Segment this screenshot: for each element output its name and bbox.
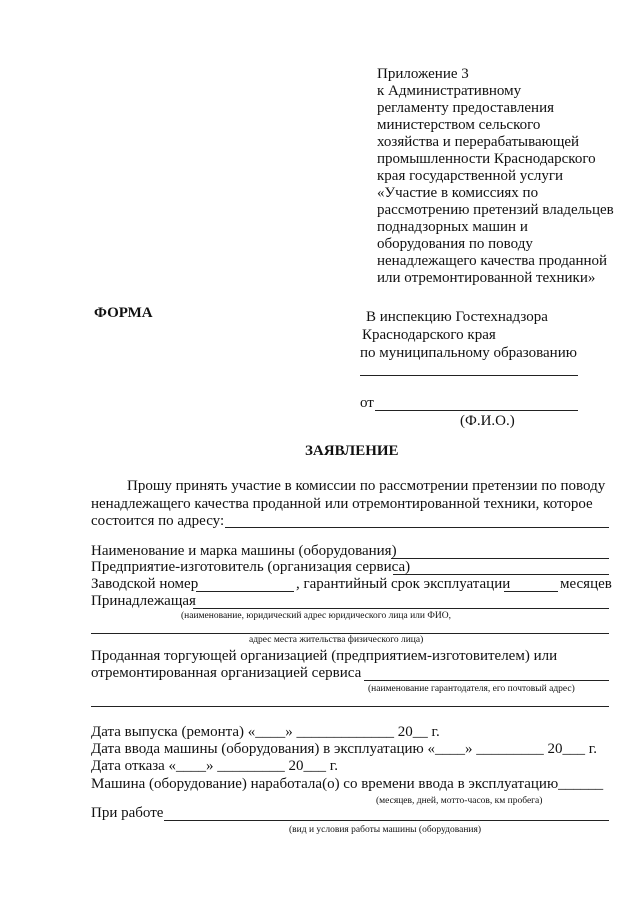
appendix-line: ненадлежащего качества проданной xyxy=(377,253,608,269)
municipality-blank[interactable] xyxy=(360,375,578,376)
at-work-label: При работе xyxy=(91,805,164,821)
appendix-line: министерством сельского xyxy=(377,117,541,133)
appendix-block xyxy=(377,66,614,287)
page-title: ЗАЯВЛЕНИЕ xyxy=(305,443,399,459)
operating-caption: (месяцев, дней, мотто-часов, км пробега) xyxy=(376,796,543,806)
fio-blank[interactable] xyxy=(375,410,578,411)
appendix-line: «Участие в комиссиях по xyxy=(377,185,539,201)
work-caption: (вид и условия работы машины (оборудования) xyxy=(289,825,482,835)
addressee-line-3: по муниципальному образованию xyxy=(360,345,577,361)
appendix-line: промышленности Краснодарского xyxy=(377,151,596,167)
address-blank-2[interactable] xyxy=(91,633,609,634)
belongs-blank[interactable] xyxy=(193,608,609,609)
guarantor-blank-2[interactable] xyxy=(91,706,609,707)
intro-line-3: состоится по адресу: xyxy=(91,513,225,529)
address-blank[interactable] xyxy=(225,527,609,528)
serial-label: Заводской номер xyxy=(91,576,199,592)
appendix-line: поднадзорных машин и xyxy=(377,219,528,235)
belongs-label: Принадлежащая xyxy=(91,593,196,609)
at-work-blank[interactable] xyxy=(164,820,609,821)
warranty-label: , гарантийный срок эксплуатации xyxy=(296,576,511,592)
intro-line-1: Прошу принять участие в комиссии по рассмотрении претензии по поводу xyxy=(127,478,606,494)
months-label: месяцев xyxy=(560,576,612,592)
intro-line-2: ненадлежащего качества проданной или отремонтированной техники, которое xyxy=(91,496,593,512)
appendix-line: Приложение 3 xyxy=(377,66,469,82)
addressee-line-2: Краснодарского края xyxy=(362,327,496,343)
sold-line-2: отремонтированная организацией сервиса xyxy=(91,665,362,681)
commission-date: Дата ввода машины (оборудования) в эксплуатацию «____» _________ 20___ г. xyxy=(91,741,597,757)
manufacturer-blank[interactable] xyxy=(393,574,609,575)
operating-time: Машина (оборудование) наработала(о) со времени ввода в эксплуатацию______ xyxy=(91,776,604,792)
release-date: Дата выпуска (ремонта) «____» _____________ 20__ г. xyxy=(91,724,440,740)
address-caption: адрес места жительства физического лица) xyxy=(249,635,424,645)
appendix-line: края государственной услуги xyxy=(377,168,564,184)
appendix-line: хозяйства и перерабатывающей xyxy=(377,134,580,150)
fio-caption: (Ф.И.О.) xyxy=(460,413,515,429)
refusal-date: Дата отказа «____» _________ 20___ г. xyxy=(91,758,339,774)
machine-name-blank[interactable] xyxy=(391,558,609,559)
belongs-caption: (наименование, юридический адрес юридического лица или ФИО, xyxy=(181,611,451,621)
guarantor-caption: (наименование гарантодателя, его почтовый адрес) xyxy=(368,684,575,694)
machine-name-label: Наименование и марка машины (оборудования) xyxy=(91,543,397,559)
from-label: от xyxy=(360,395,374,411)
guarantor-blank[interactable] xyxy=(364,680,609,681)
appendix-line: или отремонтированной техники» xyxy=(377,270,596,286)
appendix-line: регламенту предоставления xyxy=(377,100,555,116)
appendix-line: рассмотрению претензий владельцев xyxy=(377,202,614,218)
sold-line-1: Проданная торгующей организацией (предприятием-изготовителем) или xyxy=(91,648,558,664)
manufacturer-label: Предприятие-изготовитель (организация сервиса) xyxy=(91,559,411,575)
serial-blank[interactable] xyxy=(196,591,294,592)
appendix-line: к Административному xyxy=(377,83,522,99)
addressee-line-1: В инспекцию Гостехнадзора xyxy=(366,309,548,325)
warranty-blank[interactable] xyxy=(504,591,558,592)
form-label: ФОРМА xyxy=(94,305,153,321)
appendix-line: оборудования по поводу xyxy=(377,236,533,252)
